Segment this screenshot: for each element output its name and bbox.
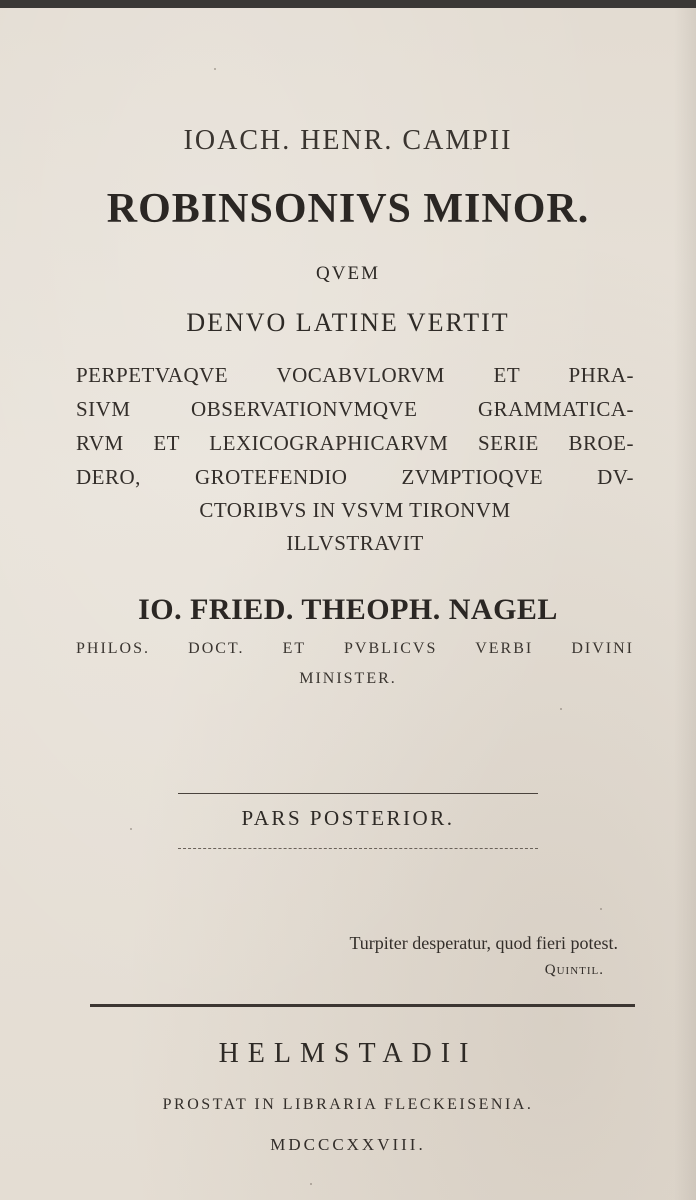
imprint-publisher: PROSTAT IN LIBRARIA FLECKEISENIA. [162,1096,534,1113]
epigraph-author: Quintil. [544,962,604,978]
editor-title: PHILOS. DOCT. ET PVBLICVS VERBI DIVINI [76,640,634,657]
title-page [0,8,696,1200]
imprint-divider [90,1004,635,1007]
description-line: SIVM OBSERVATIONVMQVE GRAMMATICA- [76,397,634,421]
description-line: DERO, GROTEFENDIO ZVMPTIOQVE DV- [76,465,634,489]
editor-title-continued: MINISTER. [299,670,397,687]
quem-line: QVEM [316,263,380,284]
imprint-year: MDCCCXXVIII. [270,1135,426,1154]
book-title: ROBINSONIVS MINOR. [106,186,590,232]
paper-speck [560,708,562,710]
denuo-line: DENVO LATINE VERTIT [186,308,510,337]
paper-speck [130,828,132,830]
author-name: IOACH. HENR. CAMPII [183,125,513,156]
description-line: RVM ET LEXICOGRAPHICARVM SERIE BROE- [76,431,634,455]
description-line: ILLVSTRAVIT [286,531,424,555]
paper-speck [310,1183,312,1185]
part-label: PARS POSTERIOR. [241,806,455,830]
description-line: PERPETVAQVE VOCABVLORVM ET PHRA- [76,363,634,387]
divider-top [178,793,538,794]
imprint-place: HELMSTADII [218,1038,478,1069]
paper-speck [470,148,472,150]
epigraph: Turpiter desperatur, quod fieri potest. [349,933,618,953]
divider-bottom [178,848,538,849]
paper-speck [600,908,602,910]
editor-name: IO. FRIED. THEOPH. NAGEL [138,593,558,626]
description-line: CTORIBVS IN VSVM TIRONVM [199,498,511,522]
paper-speck [214,68,216,70]
